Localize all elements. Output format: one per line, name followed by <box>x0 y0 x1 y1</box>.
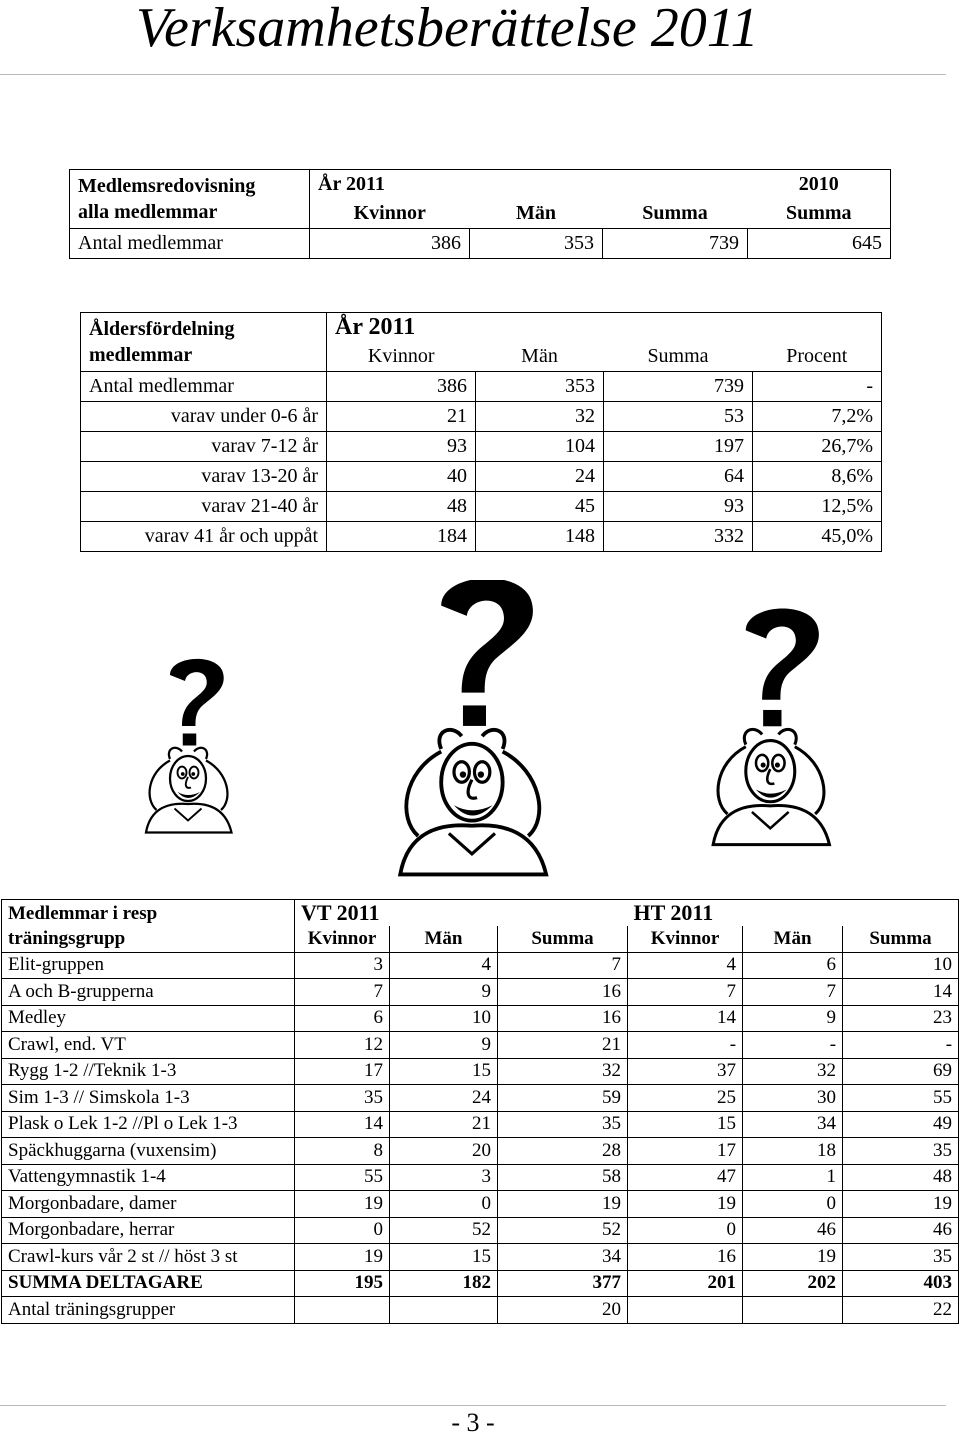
cell-value: 10 <box>843 952 959 979</box>
cell-value: 19 <box>498 1191 628 1218</box>
cell-value: 12,5% <box>753 492 882 522</box>
training-table-body <box>2 952 959 1270</box>
row-label: varav under 0-6 år <box>81 402 327 432</box>
cell-value: 35 <box>295 1085 390 1112</box>
row-label: varav 13-20 år <box>81 462 327 492</box>
table-row <box>2 1164 959 1191</box>
cell-value: 197 <box>604 432 753 462</box>
cell-value: 46 <box>743 1217 843 1244</box>
table-row <box>70 229 891 259</box>
row-label: Vattengymnastik 1-4 <box>2 1164 295 1191</box>
cell-value: 20 <box>390 1138 498 1165</box>
cell-value: 48 <box>327 492 476 522</box>
column-header: Summa <box>748 199 891 229</box>
cell-value: 19 <box>843 1191 959 1218</box>
cell-value: 58 <box>498 1164 628 1191</box>
period-vt-label: VT 2011 <box>295 900 628 927</box>
cell-value: 40 <box>327 462 476 492</box>
cell-value: 35 <box>843 1244 959 1271</box>
cell-value: 386 <box>327 372 476 402</box>
table-row <box>2 1111 959 1138</box>
cell-value: 403 <box>843 1270 959 1297</box>
period-ht-label: HT 2011 <box>628 900 959 927</box>
cell-value: 21 <box>327 402 476 432</box>
cell-value: 0 <box>295 1217 390 1244</box>
column-header: Män <box>476 342 604 372</box>
column-header: Män <box>743 926 843 952</box>
cell-value <box>295 1297 390 1324</box>
cell-value: 26,7% <box>753 432 882 462</box>
cell-value: 7 <box>628 979 743 1006</box>
row-label: Elit-gruppen <box>2 952 295 979</box>
table-row <box>2 952 959 979</box>
cell-value: 353 <box>476 372 604 402</box>
row-label: varav 7-12 år <box>81 432 327 462</box>
cell-value: 34 <box>743 1111 843 1138</box>
cell-value <box>390 1297 498 1324</box>
members-table <box>69 169 891 259</box>
cell-value: 21 <box>498 1032 628 1059</box>
cell-value: 14 <box>628 1005 743 1032</box>
cell-value: 19 <box>295 1191 390 1218</box>
cell-value: 16 <box>498 1005 628 1032</box>
table-row <box>81 462 882 492</box>
column-header: Män <box>470 199 603 229</box>
cell-value: 7,2% <box>753 402 882 432</box>
row-label: Morgonbadare, damer <box>2 1191 295 1218</box>
cell-value: 201 <box>628 1270 743 1297</box>
cell-value: 739 <box>604 372 753 402</box>
age-table-heading: Åldersfördelning medlemmar <box>81 313 327 372</box>
cell-value: 23 <box>843 1005 959 1032</box>
cell-value: 9 <box>743 1005 843 1032</box>
cell-value: 6 <box>743 952 843 979</box>
column-header: Kvinnor <box>628 926 743 952</box>
cell-value: 32 <box>743 1058 843 1085</box>
cell-value: 3 <box>295 952 390 979</box>
row-label: Antal medlemmar <box>70 229 310 259</box>
total-row <box>2 1270 959 1297</box>
cell-value: 7 <box>295 979 390 1006</box>
cell-value: 0 <box>628 1217 743 1244</box>
training-table-heading: Medlemmar i resp träningsgrupp <box>2 900 295 953</box>
cell-value: 15 <box>390 1244 498 1271</box>
cell-value: 9 <box>390 1032 498 1059</box>
table-row <box>81 372 882 402</box>
cell-value: 28 <box>498 1138 628 1165</box>
cell-value: 4 <box>628 952 743 979</box>
cell-value: 645 <box>748 229 891 259</box>
year-previous-label: 2010 <box>748 170 891 200</box>
table-row <box>2 1058 959 1085</box>
cell-value: 46 <box>843 1217 959 1244</box>
cell-value: - <box>753 372 882 402</box>
column-header: Summa <box>603 199 748 229</box>
cell-value: 55 <box>843 1085 959 1112</box>
row-label: Späckhuggarna (vuxensim) <box>2 1138 295 1165</box>
table-row <box>2 1085 959 1112</box>
cell-value: 45,0% <box>753 522 882 552</box>
cell-value: 386 <box>310 229 470 259</box>
cell-value: 184 <box>327 522 476 552</box>
row-label: Morgonbadare, herrar <box>2 1217 295 1244</box>
cell-value <box>743 1297 843 1324</box>
cell-value: 739 <box>603 229 748 259</box>
group-count-row <box>2 1297 959 1324</box>
cell-value: 53 <box>604 402 753 432</box>
cell-value: 20 <box>498 1297 628 1324</box>
cell-value: 104 <box>476 432 604 462</box>
column-header: Summa <box>604 342 753 372</box>
year-label: År 2011 <box>327 313 882 343</box>
row-label: Crawl, end. VT <box>2 1032 295 1059</box>
cell-value: 52 <box>390 1217 498 1244</box>
cell-value: 7 <box>498 952 628 979</box>
cell-value: 202 <box>743 1270 843 1297</box>
cell-value: 0 <box>743 1191 843 1218</box>
cell-value: 49 <box>843 1111 959 1138</box>
cell-value: 332 <box>604 522 753 552</box>
cell-value: 148 <box>476 522 604 552</box>
training-groups-table <box>1 899 959 1324</box>
cell-value: 10 <box>390 1005 498 1032</box>
cell-value: 19 <box>628 1191 743 1218</box>
column-header: Kvinnor <box>327 342 476 372</box>
cell-value: 19 <box>743 1244 843 1271</box>
cell-value: 12 <box>295 1032 390 1059</box>
cell-value: 30 <box>743 1085 843 1112</box>
cell-value: 17 <box>628 1138 743 1165</box>
cell-value: 93 <box>327 432 476 462</box>
cell-value: 195 <box>295 1270 390 1297</box>
cell-value: 24 <box>476 462 604 492</box>
footer-divider <box>0 1405 946 1406</box>
cell-value: 21 <box>390 1111 498 1138</box>
cell-value: 3 <box>390 1164 498 1191</box>
table-row <box>81 492 882 522</box>
row-label: varav 41 år och uppåt <box>81 522 327 552</box>
cell-value: 377 <box>498 1270 628 1297</box>
row-label: SUMMA DELTAGARE <box>2 1270 295 1297</box>
cell-value: 45 <box>476 492 604 522</box>
cell-value: 47 <box>628 1164 743 1191</box>
cell-value: 48 <box>843 1164 959 1191</box>
cell-value: - <box>743 1032 843 1059</box>
cell-value <box>628 1297 743 1324</box>
cell-value: 69 <box>843 1058 959 1085</box>
cell-value: 0 <box>390 1191 498 1218</box>
cell-value: 93 <box>604 492 753 522</box>
cell-value: 32 <box>498 1058 628 1085</box>
cell-value: 9 <box>390 979 498 1006</box>
column-header: Kvinnor <box>310 199 470 229</box>
cell-value: 22 <box>843 1297 959 1324</box>
members-table-heading: Medlemsredovisning alla medlemmar <box>70 170 310 229</box>
cell-value: 16 <box>498 979 628 1006</box>
column-header: Män <box>390 926 498 952</box>
row-label: A och B-grupperna <box>2 979 295 1006</box>
cell-value: 8 <box>295 1138 390 1165</box>
column-header: Procent <box>753 342 882 372</box>
cell-value: 6 <box>295 1005 390 1032</box>
table-row <box>81 432 882 462</box>
table-row <box>2 979 959 1006</box>
cell-value: 14 <box>843 979 959 1006</box>
page-number: - 3 - <box>451 1408 495 1437</box>
cell-value: - <box>843 1032 959 1059</box>
column-header: Summa <box>843 926 959 952</box>
cell-value: 55 <box>295 1164 390 1191</box>
cell-value: 32 <box>476 402 604 432</box>
cell-value: 25 <box>628 1085 743 1112</box>
row-label: Antal träningsgrupper <box>2 1297 295 1324</box>
table-row <box>2 1244 959 1271</box>
cell-value: 35 <box>843 1138 959 1165</box>
page-title: Verksamhetsberättelse 2011 <box>136 0 759 59</box>
cell-value: 16 <box>628 1244 743 1271</box>
cell-value: 34 <box>498 1244 628 1271</box>
cell-value: 59 <box>498 1085 628 1112</box>
cell-value: 15 <box>628 1111 743 1138</box>
cell-value: 64 <box>604 462 753 492</box>
table-row <box>2 1138 959 1165</box>
cell-value: 182 <box>390 1270 498 1297</box>
table-row <box>81 522 882 552</box>
cell-value: 14 <box>295 1111 390 1138</box>
cell-value: 37 <box>628 1058 743 1085</box>
row-label: Sim 1-3 // Simskola 1-3 <box>2 1085 295 1112</box>
confused-cartoon-illustration <box>140 580 860 880</box>
row-label: varav 21-40 år <box>81 492 327 522</box>
cell-value: 8,6% <box>753 462 882 492</box>
table-row <box>2 1191 959 1218</box>
cell-value: 17 <box>295 1058 390 1085</box>
table-row <box>2 1032 959 1059</box>
row-label: Medley <box>2 1005 295 1032</box>
cell-value: 35 <box>498 1111 628 1138</box>
cell-value: 19 <box>295 1244 390 1271</box>
cell-value: 4 <box>390 952 498 979</box>
table-row <box>2 1217 959 1244</box>
cell-value: 1 <box>743 1164 843 1191</box>
cell-value: 18 <box>743 1138 843 1165</box>
cell-value: 15 <box>390 1058 498 1085</box>
column-header: Summa <box>498 926 628 952</box>
cell-value: - <box>628 1032 743 1059</box>
row-label: Antal medlemmar <box>81 372 327 402</box>
age-distribution-table <box>80 312 882 552</box>
cell-value: 7 <box>743 979 843 1006</box>
year-current-label: År 2011 <box>310 170 748 200</box>
cell-value: 52 <box>498 1217 628 1244</box>
header-divider <box>0 74 946 75</box>
row-label: Crawl-kurs vår 2 st // höst 3 st <box>2 1244 295 1271</box>
cell-value: 24 <box>390 1085 498 1112</box>
column-header: Kvinnor <box>295 926 390 952</box>
table-row <box>81 402 882 432</box>
row-label: Rygg 1-2 //Teknik 1-3 <box>2 1058 295 1085</box>
row-label: Plask o Lek 1-2 //Pl o Lek 1-3 <box>2 1111 295 1138</box>
cell-value: 353 <box>470 229 603 259</box>
table-row <box>2 1005 959 1032</box>
